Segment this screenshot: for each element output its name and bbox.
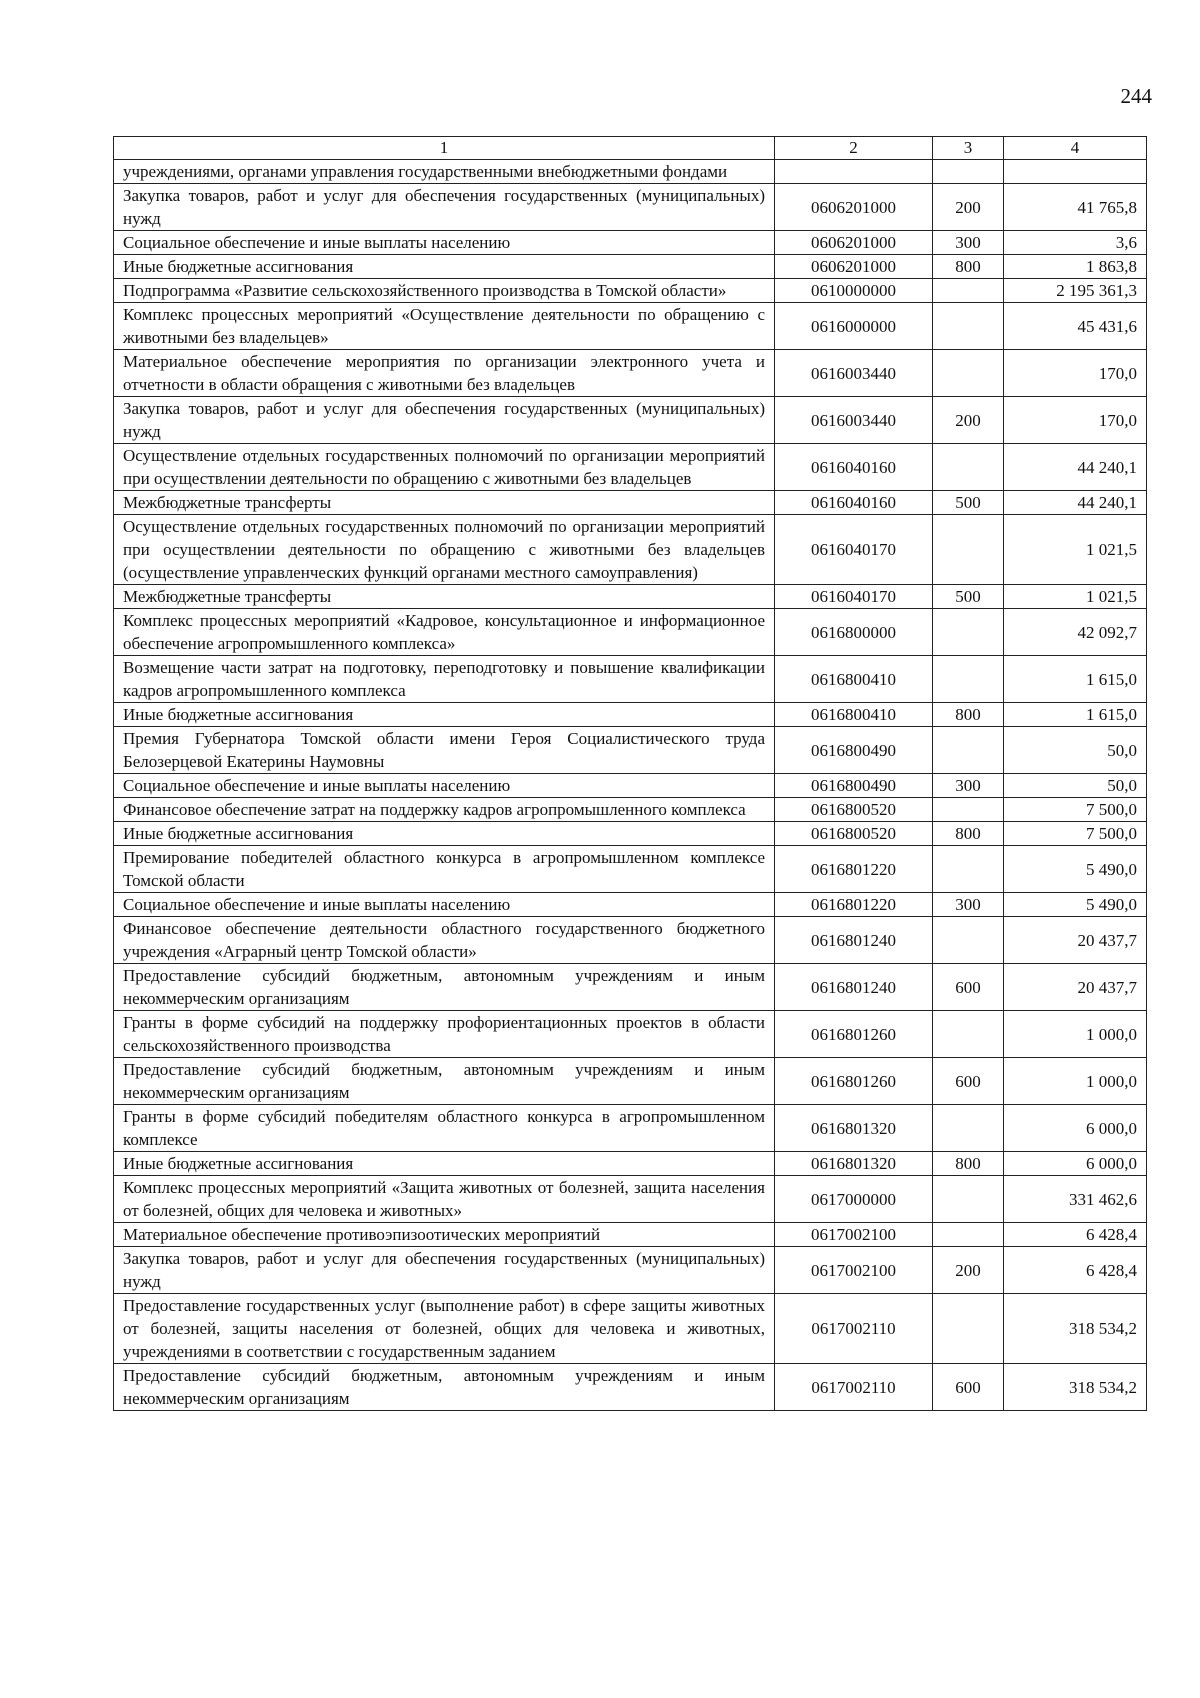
- row-type-cell: [933, 279, 1004, 303]
- row-amount-cell: 170,0: [1004, 397, 1147, 444]
- row-amount-cell: 1 615,0: [1004, 703, 1147, 727]
- row-type-cell: 500: [933, 491, 1004, 515]
- table-row: [114, 303, 1147, 350]
- table-row: [114, 491, 1147, 515]
- table-row: [114, 231, 1147, 255]
- row-type-cell: 600: [933, 1364, 1004, 1411]
- table-row: [114, 184, 1147, 231]
- row-type-cell: 200: [933, 397, 1004, 444]
- row-code-cell: 0616801260: [775, 1058, 933, 1105]
- row-code-cell: 0616040160: [775, 491, 933, 515]
- table-row: [114, 255, 1147, 279]
- row-code-cell: 0617002110: [775, 1294, 933, 1364]
- row-type-cell: 800: [933, 255, 1004, 279]
- row-name-cell: Межбюджетные трансферты: [114, 585, 775, 609]
- row-type-cell: 300: [933, 893, 1004, 917]
- row-amount-cell: 3,6: [1004, 231, 1147, 255]
- row-code-cell: 0616801240: [775, 964, 933, 1011]
- row-code-cell: 0616040170: [775, 585, 933, 609]
- row-type-cell: [933, 917, 1004, 964]
- row-name-cell: Иные бюджетные ассигнования: [114, 255, 775, 279]
- table-row: [114, 1294, 1147, 1364]
- header-col-4: 4: [1004, 137, 1147, 160]
- row-code-cell: 0616801260: [775, 1011, 933, 1058]
- page-number: 244: [1120, 84, 1152, 108]
- row-amount-cell: 6 428,4: [1004, 1223, 1147, 1247]
- row-type-cell: [933, 798, 1004, 822]
- row-amount-cell: 5 490,0: [1004, 893, 1147, 917]
- row-name-cell: Комплекс процессных мероприятий «Кадровое, консультационное и информационное обеспечение агропромышленного комплекса»: [114, 609, 775, 656]
- row-code-cell: 0616040170: [775, 515, 933, 585]
- row-amount-cell: 20 437,7: [1004, 917, 1147, 964]
- row-code-cell: 0610000000: [775, 279, 933, 303]
- row-amount-cell: 1 863,8: [1004, 255, 1147, 279]
- row-code-cell: 0616801220: [775, 846, 933, 893]
- row-amount-cell: 1 021,5: [1004, 515, 1147, 585]
- row-code-cell: 0616800520: [775, 822, 933, 846]
- row-amount-cell: 5 490,0: [1004, 846, 1147, 893]
- row-type-cell: 600: [933, 964, 1004, 1011]
- row-amount-cell: 1 000,0: [1004, 1011, 1147, 1058]
- row-code-cell: 0616800410: [775, 656, 933, 703]
- row-name-cell: Закупка товаров, работ и услуг для обеспечения государственных (муниципальных) нужд: [114, 397, 775, 444]
- table-row: [114, 1364, 1147, 1411]
- row-name-cell: Осуществление отдельных государственных полномочий по организации мероприятий при осуществлении деятельности по обращению с животными без владельцев: [114, 444, 775, 491]
- row-amount-cell: 170,0: [1004, 350, 1147, 397]
- table-row: [114, 350, 1147, 397]
- table-header: [114, 137, 1147, 160]
- table-row: [114, 1105, 1147, 1152]
- row-code-cell: 0616801320: [775, 1152, 933, 1176]
- row-name-cell: Предоставление субсидий бюджетным, автономным учреждениям и иным некоммерческим организациям: [114, 1364, 775, 1411]
- table-row: [114, 1247, 1147, 1294]
- row-code-cell: 0617002110: [775, 1364, 933, 1411]
- row-code-cell: 0616800410: [775, 703, 933, 727]
- row-type-cell: [933, 1105, 1004, 1152]
- row-type-cell: 300: [933, 774, 1004, 798]
- row-code-cell: 0617000000: [775, 1176, 933, 1223]
- table-row: [114, 1011, 1147, 1058]
- row-amount-cell: 1 021,5: [1004, 585, 1147, 609]
- row-amount-cell: 6 428,4: [1004, 1247, 1147, 1294]
- row-type-cell: [933, 1294, 1004, 1364]
- row-code-cell: 0616003440: [775, 350, 933, 397]
- row-type-cell: [933, 1223, 1004, 1247]
- row-amount-cell: 50,0: [1004, 727, 1147, 774]
- row-type-cell: [933, 609, 1004, 656]
- row-name-cell: Осуществление отдельных государственных полномочий по организации мероприятий при осуществлении деятельности по обращению с животными без владельцев (осуществление управленческих функций органами местного самоуправления): [114, 515, 775, 585]
- row-name-cell: Подпрограмма «Развитие сельскохозяйственного производства в Томской области»: [114, 279, 775, 303]
- row-name-cell: Премия Губернатора Томской области имени Героя Социалистического труда Белозерцевой Екатерины Наумовны: [114, 727, 775, 774]
- row-amount-cell: 42 092,7: [1004, 609, 1147, 656]
- row-name-cell: Предоставление субсидий бюджетным, автономным учреждениям и иным некоммерческим организациям: [114, 1058, 775, 1105]
- row-amount-cell: 1 615,0: [1004, 656, 1147, 703]
- row-code-cell: 0616800490: [775, 727, 933, 774]
- row-name-cell: учреждениями, органами управления государственными внебюджетными фондами: [114, 160, 775, 184]
- table-row: [114, 515, 1147, 585]
- row-type-cell: [933, 515, 1004, 585]
- row-type-cell: [933, 1176, 1004, 1223]
- table-row: [114, 846, 1147, 893]
- row-amount-cell: 318 534,2: [1004, 1364, 1147, 1411]
- row-type-cell: [933, 350, 1004, 397]
- row-amount-cell: 7 500,0: [1004, 798, 1147, 822]
- row-name-cell: Гранты в форме субсидий победителям областного конкурса в агропромышленном комплексе: [114, 1105, 775, 1152]
- row-name-cell: Социальное обеспечение и иные выплаты населению: [114, 774, 775, 798]
- row-code-cell: 0616000000: [775, 303, 933, 350]
- table-row: [114, 397, 1147, 444]
- header-col-1: 1: [114, 137, 775, 160]
- row-type-cell: 200: [933, 1247, 1004, 1294]
- row-code-cell: 0617002100: [775, 1247, 933, 1294]
- row-type-cell: 800: [933, 822, 1004, 846]
- table-row: [114, 1176, 1147, 1223]
- row-amount-cell: 20 437,7: [1004, 964, 1147, 1011]
- row-code-cell: 0616800520: [775, 798, 933, 822]
- table-body: [114, 160, 1147, 1411]
- row-name-cell: Предоставление государственных услуг (выполнение работ) в сфере защиты животных от болезней, защиты населения от болезней, общих для человека и животных, учреждениями в соответствии с государственным заданием: [114, 1294, 775, 1364]
- row-amount-cell: [1004, 160, 1147, 184]
- row-name-cell: Финансовое обеспечение деятельности областного государственного бюджетного учреждения «Аграрный центр Томской области»: [114, 917, 775, 964]
- table-row: [114, 444, 1147, 491]
- row-code-cell: 0616801320: [775, 1105, 933, 1152]
- row-name-cell: Материальное обеспечение мероприятия по организации электронного учета и отчетности в области обращения с животными без владельцев: [114, 350, 775, 397]
- table-row: [114, 656, 1147, 703]
- row-code-cell: 0606201000: [775, 255, 933, 279]
- row-type-cell: 800: [933, 1152, 1004, 1176]
- row-name-cell: Закупка товаров, работ и услуг для обеспечения государственных (муниципальных) нужд: [114, 1247, 775, 1294]
- row-amount-cell: 331 462,6: [1004, 1176, 1147, 1223]
- table-row: [114, 917, 1147, 964]
- table-row: [114, 160, 1147, 184]
- table-row: [114, 893, 1147, 917]
- row-amount-cell: 2 195 361,3: [1004, 279, 1147, 303]
- table-row: [114, 1152, 1147, 1176]
- row-amount-cell: 44 240,1: [1004, 444, 1147, 491]
- row-type-cell: 800: [933, 703, 1004, 727]
- row-name-cell: Премирование победителей областного конкурса в агропромышленном комплексе Томской области: [114, 846, 775, 893]
- row-name-cell: Комплекс процессных мероприятий «Защита животных от болезней, защита населения от болезней, общих для человека и животных»: [114, 1176, 775, 1223]
- header-col-3: 3: [933, 137, 1004, 160]
- row-code-cell: 0616003440: [775, 397, 933, 444]
- row-name-cell: Финансовое обеспечение затрат на поддержку кадров агропромышленного комплекса: [114, 798, 775, 822]
- row-code-cell: 0616800000: [775, 609, 933, 656]
- row-type-cell: [933, 727, 1004, 774]
- row-name-cell: Возмещение части затрат на подготовку, переподготовку и повышение квалификации кадров агропромышленного комплекса: [114, 656, 775, 703]
- row-name-cell: Иные бюджетные ассигнования: [114, 822, 775, 846]
- table-row: [114, 798, 1147, 822]
- row-code-cell: 0616040160: [775, 444, 933, 491]
- row-name-cell: Социальное обеспечение и иные выплаты населению: [114, 231, 775, 255]
- row-type-cell: [933, 303, 1004, 350]
- row-name-cell: Межбюджетные трансферты: [114, 491, 775, 515]
- row-type-cell: [933, 846, 1004, 893]
- row-amount-cell: 45 431,6: [1004, 303, 1147, 350]
- row-code-cell: 0616800490: [775, 774, 933, 798]
- table-row: [114, 1223, 1147, 1247]
- table-row: [114, 1058, 1147, 1105]
- table-row: [114, 279, 1147, 303]
- table-row: [114, 774, 1147, 798]
- row-name-cell: Гранты в форме субсидий на поддержку профориентационных проектов в области сельскохозяйственного производства: [114, 1011, 775, 1058]
- row-type-cell: 600: [933, 1058, 1004, 1105]
- row-name-cell: Иные бюджетные ассигнования: [114, 703, 775, 727]
- row-amount-cell: 6 000,0: [1004, 1152, 1147, 1176]
- row-type-cell: 500: [933, 585, 1004, 609]
- table-row: [114, 703, 1147, 727]
- budget-table: [113, 136, 1147, 1411]
- row-code-cell: 0616801240: [775, 917, 933, 964]
- table-row: [114, 727, 1147, 774]
- row-code-cell: [775, 160, 933, 184]
- table-row: [114, 964, 1147, 1011]
- row-code-cell: 0606201000: [775, 184, 933, 231]
- row-amount-cell: 1 000,0: [1004, 1058, 1147, 1105]
- row-type-cell: 200: [933, 184, 1004, 231]
- row-type-cell: [933, 656, 1004, 703]
- row-code-cell: 0616801220: [775, 893, 933, 917]
- row-code-cell: 0606201000: [775, 231, 933, 255]
- table-row: [114, 609, 1147, 656]
- row-name-cell: Комплекс процессных мероприятий «Осуществление деятельности по обращению с животными без владельцев»: [114, 303, 775, 350]
- row-amount-cell: 50,0: [1004, 774, 1147, 798]
- row-code-cell: 0617002100: [775, 1223, 933, 1247]
- row-amount-cell: 41 765,8: [1004, 184, 1147, 231]
- header-col-2: 2: [775, 137, 933, 160]
- row-type-cell: [933, 1011, 1004, 1058]
- row-amount-cell: 318 534,2: [1004, 1294, 1147, 1364]
- table-row: [114, 585, 1147, 609]
- row-name-cell: Социальное обеспечение и иные выплаты населению: [114, 893, 775, 917]
- row-amount-cell: 6 000,0: [1004, 1105, 1147, 1152]
- row-name-cell: Закупка товаров, работ и услуг для обеспечения государственных (муниципальных) нужд: [114, 184, 775, 231]
- row-type-cell: [933, 444, 1004, 491]
- row-amount-cell: 44 240,1: [1004, 491, 1147, 515]
- row-amount-cell: 7 500,0: [1004, 822, 1147, 846]
- row-type-cell: 300: [933, 231, 1004, 255]
- row-name-cell: Материальное обеспечение противоэпизоотических мероприятий: [114, 1223, 775, 1247]
- row-type-cell: [933, 160, 1004, 184]
- table-row: [114, 822, 1147, 846]
- row-name-cell: Предоставление субсидий бюджетным, автономным учреждениям и иным некоммерческим организациям: [114, 964, 775, 1011]
- row-name-cell: Иные бюджетные ассигнования: [114, 1152, 775, 1176]
